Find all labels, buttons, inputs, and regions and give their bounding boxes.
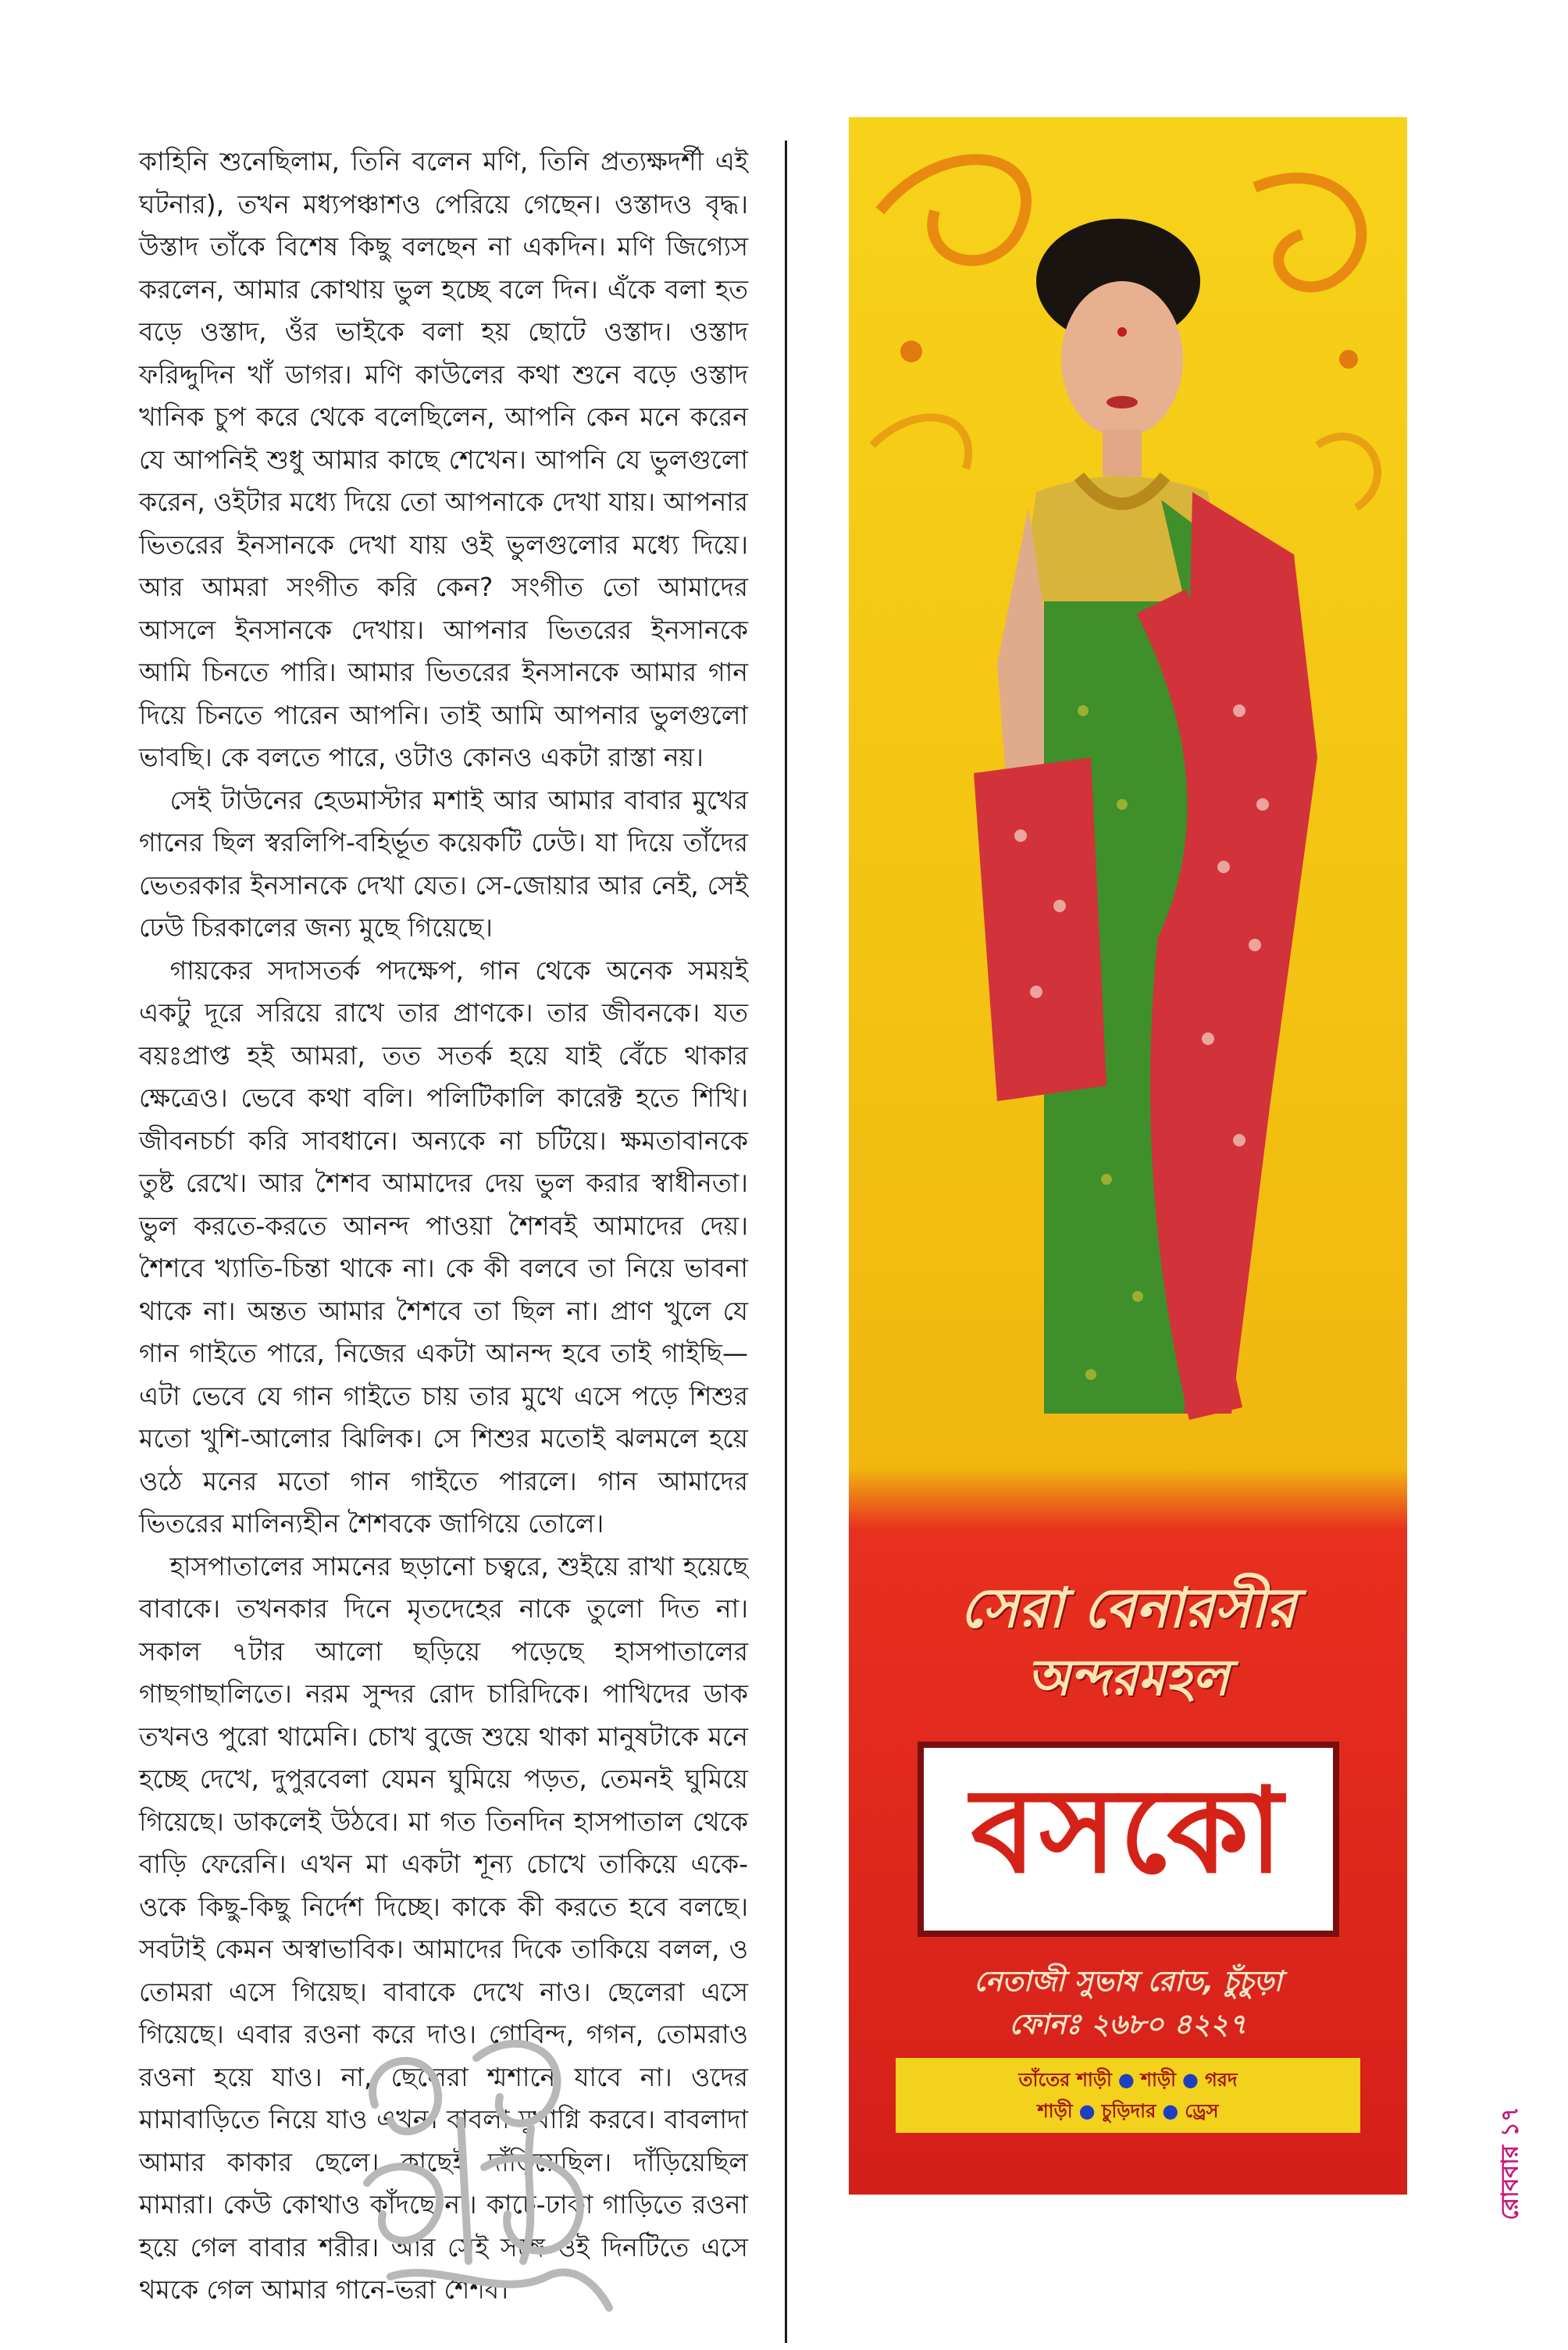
- page-folio: [1488, 2062, 1534, 2265]
- category-item: শাড়ী: [1140, 2069, 1176, 2091]
- article-paragraph-4: হাসপাতালের সামনের ছড়ানো চত্বরে, শুইয়ে রাখা হয়েছে বাবাকে। তখনকার দিনে মৃতদেহের নাকে তুলো দিত না। সকাল ৭টার আলো ছড়িয়ে পড়েছে হাসপাতালের গাছগাছালিতে। নরম সুন্দর রোদ চারিদিকে। পাখিদের ডাক তখনও পুরো থামেনি। চোখ বুজে শুয়ে থাকা মানুষটাকে মনে হচ্ছে দেখে, দুপুরবেলা যেমন ঘুমিয়ে পড়ত, তেমনই ঘুমিয়ে গিয়েছে। ডাকলেই উঠবে। মা গত তিনদিন হাসপাতাল থেকে বাড়ি ফেরেনি। এখন মা একটা শূন্য চোখে তাকিয়ে একে-ওকে কিছু-কিছু নির্দেশ দিচ্ছে। কাকে কী করতে হবে বলছে। সবটাই কেমন অস্বাভাবিক। আমাদের দিকে তাকিয়ে বলল, ও তোমরা এসে গিয়েছ। বাবাকে দেখে নাও। ছেলেরা এসে গিয়েছে। এবার রওনা করে দাও। গোবিন্দ, গগন, তোমরাও রওনা হয়ে যাও। না, ছেলেরা শ্মশানে যাবে না। ওদের মামাবাড়িতে নিয়ে যাও এখন। বাবলা মুখাগ্নি করবে। বাবলাদা আমার কাকার ছেলে। কাছেই দাঁড়িয়েছিল। দাঁড়িয়েছিল মামারা। কেউ কোথাও কাঁদছে না। কাচে-ঢাকা গাড়িতে রওনা হয়ে গেল বাবার শরীর। আর সেই সঙ্গে ওই দিনটিতে এসে থমকে গেল আমার গানে-ভরা শৈশব।: [139, 1550, 748, 2305]
- article-paragraph-2: সেই টাউনের হেডমাস্টার মশাই আর আমার বাবার মুখের গানের ছিল স্বরলিপি-বহির্ভূত কয়েকটি ঢেউ। যা দিয়ে তাঁদের ভেতরকার ইনসানকে দেখা যেত। সে-জোয়ার আর নেই, সেই ঢেউ চিরকালের জন্য মুছে গিয়েছে।: [139, 784, 748, 943]
- ad-categories-row: [896, 2064, 1360, 2095]
- folio-text: রোববার ১৭: [1496, 2106, 1524, 2220]
- bullet-icon: ●: [1181, 2069, 1199, 2091]
- category-item: ড্রেস: [1185, 2100, 1219, 2122]
- ad-tagline-line1: সেরা বেনারসীর: [960, 1575, 1296, 1640]
- ad-categories: [896, 2058, 1360, 2133]
- category-item: চুড়িদার: [1101, 2100, 1156, 2122]
- article-column: [139, 141, 748, 2312]
- brand-logo-box: [918, 1742, 1339, 1937]
- column-divider: [785, 141, 787, 2343]
- bullet-icon: ●: [1078, 2100, 1096, 2122]
- category-item: শাড়ী: [1037, 2100, 1073, 2122]
- category-item: গরদ: [1204, 2069, 1238, 2091]
- ad-address: নেতাজী সুভাষ রোড, চুঁচুড়া: [974, 1966, 1282, 1998]
- sketch-illustration: [344, 2011, 633, 2323]
- article-paragraph-1: কাহিনি শুনেছিলাম, তিনি বলেন মণি, তিনি প্রত্যক্ষদর্শী এই ঘটনার), তখন মধ্যপঞ্চাশও পেরিয়ে গেছেন। ওস্তাদও বৃদ্ধ। উস্তাদ তাঁকে বিশেষ কিছু বলছেন না একদিন। মণি জিগ্যেস করলেন, আমার কোথায় ভুল হচ্ছে বলে দিন। এঁকে বলা হত বড়ে ওস্তাদ, ওঁর ভাইকে বলা হয় ছোটে ওস্তাদ। ওস্তাদ ফরিদ্দুদিন খাঁ ডাগর। মণি কাউলের কথা শুনে বড়ে ওস্তাদ খানিক চুপ করে থেকে বলেছিলেন, আপনি কেন মনে করেন যে আপনিই শুধু আমার কাছে শেখেন। আপনি যে ভুলগুলো করেন, ওইটার মধ্যে দিয়ে তো আপনাকে দেখা যায়। আপনার ভিতরের ইনসানকে দেখা যায় ওই ভুলগুলোর মধ্যে দিয়ে। আর আমরা সংগীত করি কেন? সংগীত তো আমাদের আসলে ইনসানকে দেখায়। আপনার ভিতরের ইনসানকে আমি চিনতে পারি। আমার ভিতরের ইনসানকে আমার গান দিয়ে চিনতে পারেন আপনি। তাই আমি আপনার ভুলগুলো ভাবছি। কে বলতে পারে, ওটাও কোনও একটা রাস্তা নয়।: [139, 146, 748, 772]
- ad-phone: ফোনঃ ২৬৮০ ৪২২৭: [1009, 2009, 1247, 2041]
- saree-advertisement: [849, 117, 1407, 2195]
- bullet-icon: ●: [1117, 2069, 1135, 2091]
- ad-tagline-line2: অন্দরমহল: [1027, 1649, 1229, 1707]
- article-paragraph-3: গায়কের সদাসতর্ক পদক্ষেপ, গান থেকে অনেক সময়ই একটু দূরে সরিয়ে রাখে তার প্রাণকে। তার জীবনকে। যত বয়ঃপ্রাপ্ত হই আমরা, তত সতর্ক হয়ে যাই বেঁচে থাকার ক্ষেত্রেও। ভেবে কথা বলি। পলিটিকালি কারেক্ট হতে শিখি। জীবনচর্চা করি সাবধানে। অন্যকে না চটিয়ে। ক্ষমতাবানকে তুষ্ট রেখে। আর শৈশব আমাদের দেয় ভুল করার স্বাধীনতা। ভুল করতে-করতে আনন্দ পাওয়া শৈশবই আমাদের দেয়। শৈশবে খ্যাতি-চিন্তা থাকে না। কে কী বলবে তা নিয়ে ভাবনা থাকে না। অন্তত আমার শৈশবে তা ছিল না। প্রাণ খুলে যে গান গাইতে পারে, নিজের একটা আনন্দ হবে তাই গাইছি—এটা ভেবে যে গান গাইতে চায় তার মুখে এসে পড়ে শিশুর মতো খুশি-আলোর ঝিলিক। সে শিশুর মতোই ঝলমলে হয়ে ওঠে মনের মতো গান গাইতে পারলে। গান আমাদের ভিতরের মালিন্যহীন শৈশবকে জাগিয়ে তোলে।: [139, 954, 748, 1539]
- brand-name: বসকো: [971, 1762, 1286, 1899]
- model-in-saree-image: [927, 164, 1333, 1445]
- category-item: তাঁতের শাড়ী: [1018, 2069, 1112, 2091]
- bullet-icon: ●: [1162, 2100, 1179, 2122]
- ad-categories-row: [896, 2095, 1360, 2127]
